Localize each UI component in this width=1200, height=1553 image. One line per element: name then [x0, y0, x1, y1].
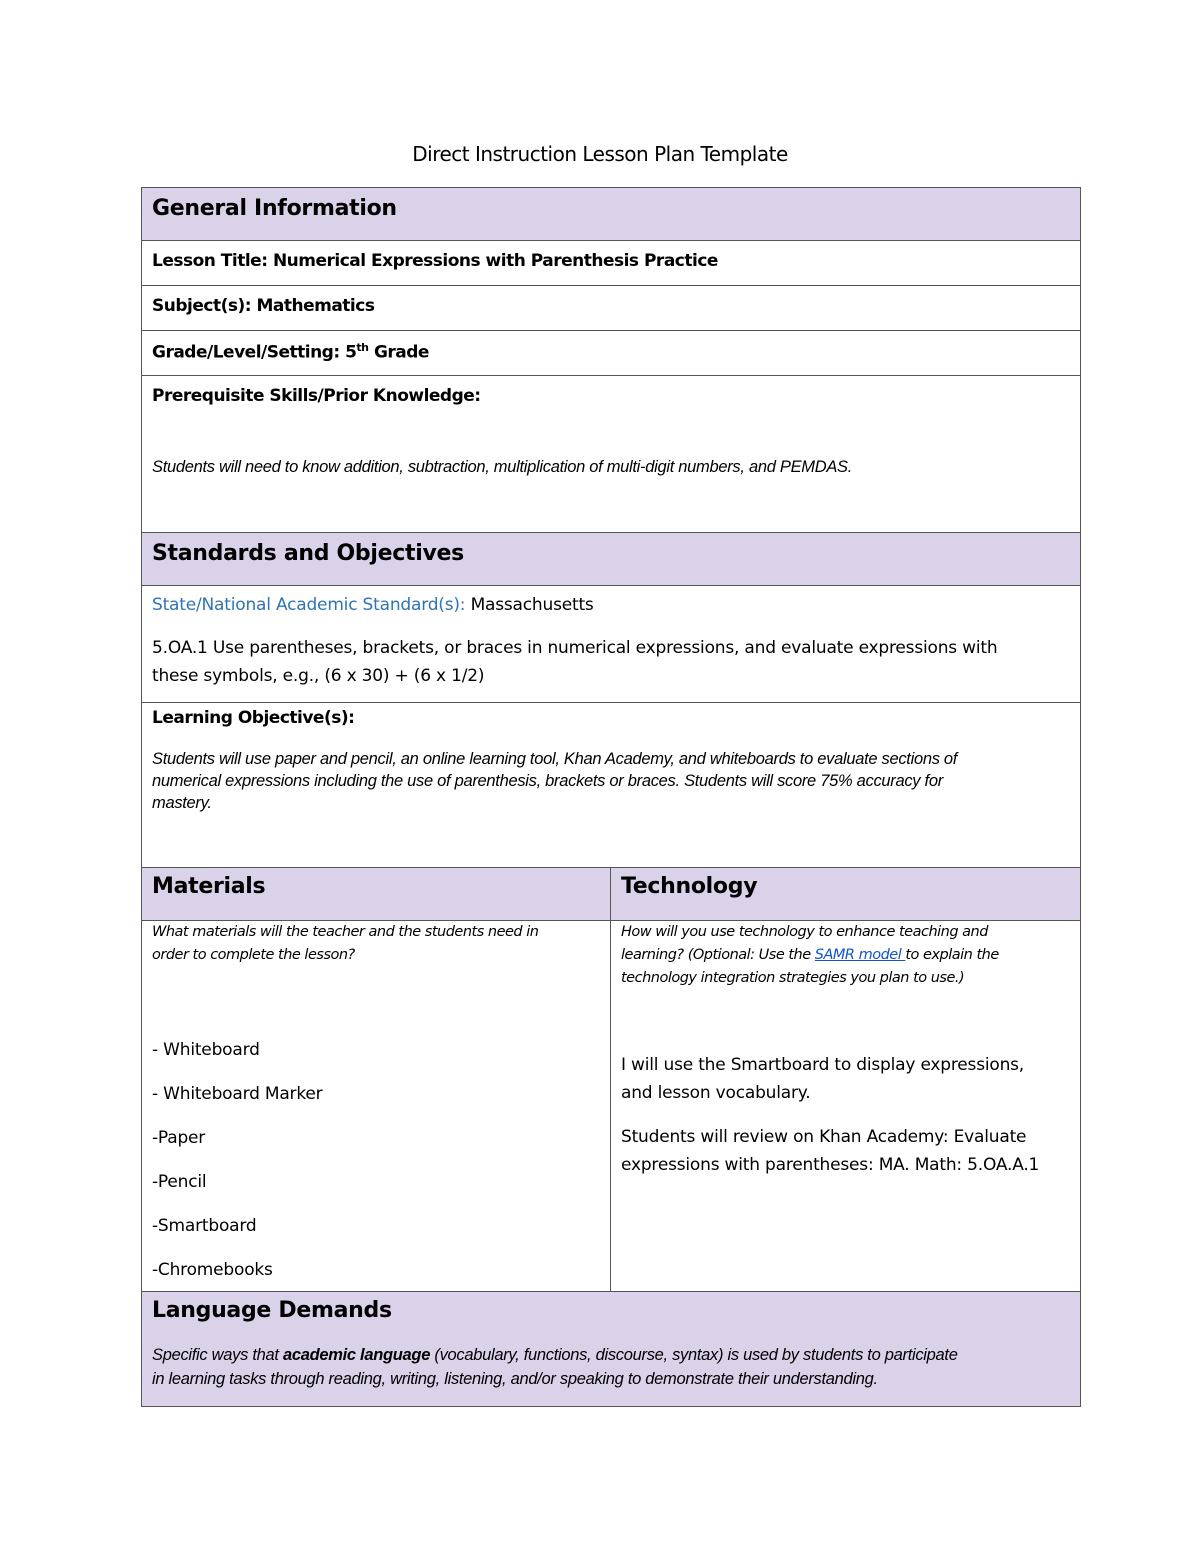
materials-item: -Smartboard	[152, 1216, 257, 1236]
learning-objectives-row	[142, 703, 1080, 868]
learning-objectives-label: Learning Objective(s):	[152, 708, 355, 728]
academic-language-term: academic language	[282, 1346, 431, 1364]
language-demands-heading: Language Demands	[152, 1298, 392, 1323]
prerequisite-row	[142, 376, 1080, 533]
materials-header-cell	[142, 868, 611, 920]
prerequisite-text: Students will need to know addition, subtraction, multiplication of multi-digit numbers, and PEMDAS.	[152, 458, 853, 476]
materials-technology-body	[142, 921, 1080, 1292]
materials-item: -Chromebooks	[152, 1260, 273, 1280]
grade-word: Grade	[373, 342, 429, 363]
language-demands-text-b: (vocabulary, functions, discourse, syntax) is used by students to participate	[430, 1346, 958, 1364]
materials-technology-header	[142, 868, 1080, 921]
technology-answer-2-line-2: expressions with parentheses: MA. Math: 5.OA.A.1	[621, 1155, 1040, 1175]
materials-item: - Whiteboard Marker	[152, 1084, 323, 1104]
lesson-plan-table	[141, 187, 1081, 1407]
objective-line-1: Students will use paper and pencil, an online learning tool, Khan Academy, and whiteboards to evaluate sections of	[152, 750, 958, 768]
technology-body-cell	[611, 921, 1080, 1291]
subjects-row	[142, 286, 1080, 331]
standards-objectives-header	[142, 533, 1080, 586]
grade-label: Grade/Level/Setting:	[152, 342, 340, 363]
materials-item: -Paper	[152, 1128, 206, 1148]
general-information-heading: General Information	[152, 196, 397, 221]
technology-prompt-line-2a: learning? (Optional: Use the	[621, 947, 815, 963]
materials-item: - Whiteboard	[152, 1040, 260, 1060]
materials-prompt-line-2: order to complete the lesson?	[152, 947, 355, 963]
lesson-title-label: Lesson Title:	[152, 251, 268, 271]
standard-line-1: 5.OA.1 Use parentheses, brackets, or braces in numerical expressions, and evaluate expressions with	[152, 638, 998, 658]
samr-model-link[interactable]: SAMR model	[814, 947, 906, 963]
subjects-value: Mathematics	[256, 296, 375, 316]
technology-prompt-line-1: How will you use technology to enhance teaching and	[621, 924, 988, 940]
subjects-label: Subject(s):	[152, 296, 252, 316]
grade-suffix: th	[356, 341, 369, 354]
materials-heading: Materials	[152, 874, 266, 899]
document-title: Direct Instruction Lesson Plan Template	[412, 142, 788, 166]
standard-label: State/National Academic Standard(s):	[152, 595, 466, 615]
technology-prompt-line-2b: to explain the	[905, 947, 999, 963]
materials-item: -Pencil	[152, 1172, 207, 1192]
standards-row	[142, 586, 1080, 703]
language-demands-text-line-2: in learning tasks through reading, writing, listening, and/or speaking to demonstrate their understanding.	[152, 1370, 878, 1388]
materials-body-cell	[142, 921, 611, 1291]
technology-heading: Technology	[621, 874, 758, 899]
language-demands-text-a: Specific ways that	[152, 1346, 283, 1364]
objective-line-3: mastery.	[152, 794, 212, 812]
technology-answer-1-line-2: and lesson vocabulary.	[621, 1083, 811, 1103]
prerequisite-label: Prerequisite Skills/Prior Knowledge:	[152, 386, 481, 406]
standard-state: Massachusetts	[470, 595, 594, 615]
lesson-title-row	[142, 241, 1080, 286]
technology-header-cell	[611, 868, 1080, 920]
lesson-title-value: Numerical Expressions with Parenthesis Practice	[272, 251, 718, 271]
language-demands-section	[142, 1292, 1080, 1406]
standard-line-2: these symbols, e.g., (6 x 30) + (6 x 1/2)	[152, 666, 485, 686]
objective-line-2: numerical expressions including the use of parenthesis, brackets or braces. Students will score 75% accuracy for	[152, 772, 943, 790]
materials-prompt-line-1: What materials will the teacher and the students need in	[152, 924, 539, 940]
general-information-header	[142, 188, 1080, 241]
grade-number: 5	[345, 342, 357, 363]
standards-objectives-heading: Standards and Objectives	[152, 541, 464, 566]
grade-row	[142, 331, 1080, 376]
technology-answer-2-line-1: Students will review on Khan Academy: Evaluate	[621, 1127, 1027, 1147]
technology-prompt-line-3: technology integration strategies you plan to use.)	[621, 970, 965, 986]
technology-answer-1-line-1: I will use the Smartboard to display expressions,	[621, 1055, 1025, 1075]
materials-list	[152, 1028, 322, 1292]
